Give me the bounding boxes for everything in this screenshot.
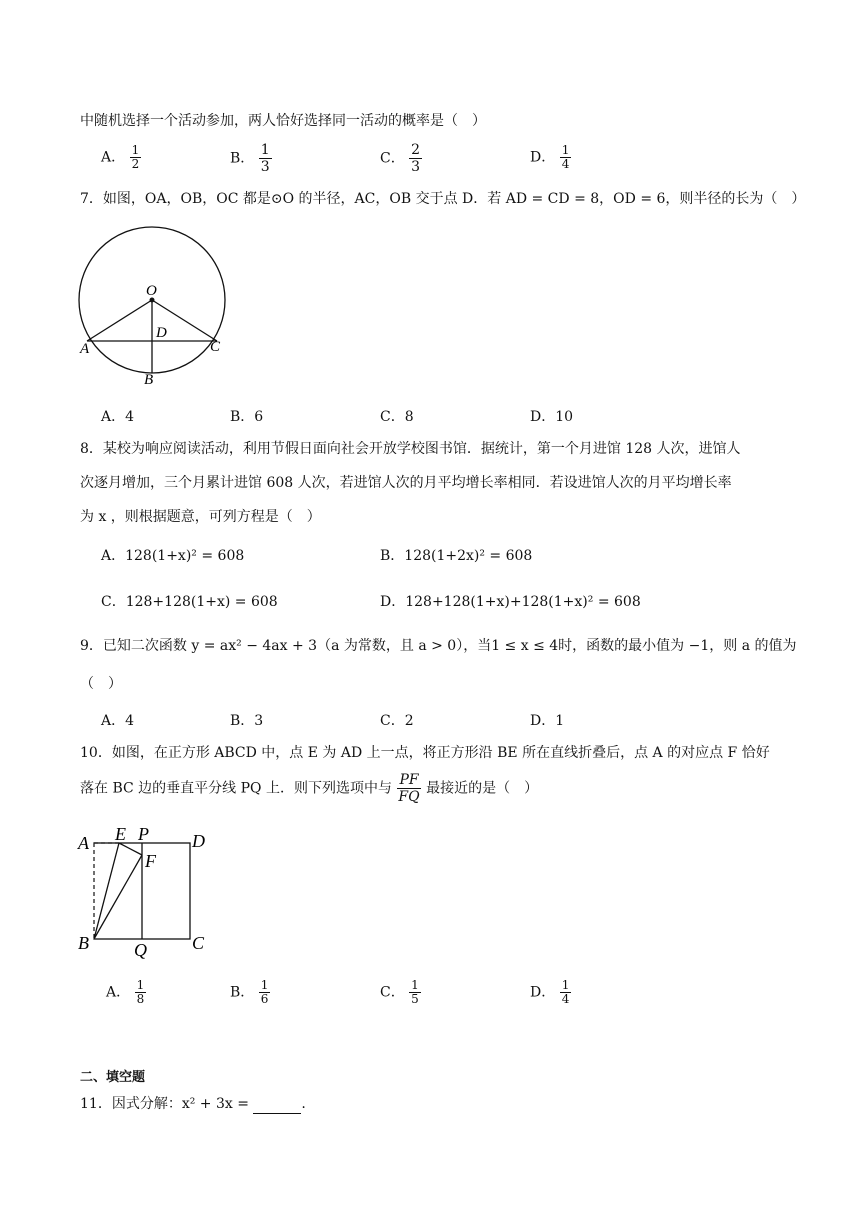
q7-option-a: A．4 xyxy=(101,409,135,425)
label-f: F xyxy=(145,851,156,871)
label-c: C xyxy=(192,933,205,953)
label-b: B xyxy=(78,933,89,953)
q9-line1: 9．已知二次函数 y = ax² − 4ax + 3（a 为常数，且 a > 0），当1 ≤ x ≤ 4时，函数的最小值为 −1，则 a 的值为 xyxy=(80,638,797,654)
label-a: A xyxy=(78,833,89,853)
q8-option-a: A．128(1+x)² = 608 xyxy=(101,548,245,564)
answer-blank[interactable] xyxy=(253,1099,301,1114)
q7-stem: 7．如图，OA，OB，OC 都是⊙O 的半径，AC，OB 交于点 D．若 AD = CD = 8，OD = 6，则半径的长为（ ） xyxy=(80,191,806,207)
option-fraction: $\frac{1}{2}$ xyxy=(131,143,140,171)
q9-option-c: C．2 xyxy=(380,713,414,729)
q10-option-a: A． $\frac{1}{8}$ xyxy=(106,978,145,1006)
label-e: E xyxy=(115,824,126,844)
q6-option-b: B． $\frac{1}{3}$ xyxy=(230,142,270,175)
label-p: P xyxy=(138,824,149,844)
option-fraction: $\frac{1}{6}$ xyxy=(260,978,269,1006)
q8-line1: 8．某校为响应阅读活动，利用节假日面向社会开放学校图书馆．据统计，第一个月进馆 128 人次，进馆人 xyxy=(80,441,741,457)
q8-option-b: B．128(1+2x)² = 608 xyxy=(380,548,533,564)
q9-line2: （ ） xyxy=(80,676,122,692)
q6-option-d: D． $\frac{1}{4}$ xyxy=(530,143,570,171)
q7-option-c: C．8 xyxy=(380,409,414,425)
label-c: C xyxy=(210,339,221,355)
q10-line1: 10．如图，在正方形 ABCD 中，点 E 为 AD 上一点，将正方形沿 BE 所在直线折叠后，点 A 的对应点 F 恰好 xyxy=(80,745,770,761)
label-d: D xyxy=(192,831,205,851)
q9-option-d: D．1 xyxy=(530,713,565,729)
label-o: O xyxy=(146,283,157,299)
option-fraction: $\frac{1}{4}$ xyxy=(561,978,570,1006)
q10-option-c: C． $\frac{1}{5}$ xyxy=(380,978,419,1006)
q9-option-b: B．3 xyxy=(230,713,264,729)
q10-option-b: B． $\frac{1}{6}$ xyxy=(230,978,269,1006)
segment-oa xyxy=(87,300,152,341)
segment-ef xyxy=(119,843,142,855)
q6-option-c: C． $\frac{2}{3}$ xyxy=(380,142,421,175)
ratio-fraction: $\frac{PF}{FQ}$ xyxy=(398,772,420,805)
q6-option-a xyxy=(101,144,141,171)
q7-circle-figure xyxy=(74,224,234,390)
segment-bf xyxy=(94,855,142,939)
option-fraction: $\frac{2}{3}$ xyxy=(411,142,421,175)
q10-line2: 落在 BC 边的垂直平分线 PQ 上．则下列选项中与 $\frac{PF}{FQ}$ 最接近的是（ ） xyxy=(80,772,539,805)
label-b: B xyxy=(144,372,154,388)
q9-option-a: A．4 xyxy=(101,713,135,729)
label-q: Q xyxy=(134,940,147,960)
segment-be xyxy=(94,843,119,939)
option-fraction: $\frac{1}{3}$ xyxy=(260,142,270,175)
section-title: 二、填空题 xyxy=(80,1070,146,1085)
label-a: A xyxy=(80,341,90,357)
q11-stem: 11．因式分解：x² + 3x = . xyxy=(80,1096,306,1112)
q10-square-figure xyxy=(74,822,224,960)
q8-line3: 为 x ，则根据题意，可列方程是（ ） xyxy=(80,509,321,525)
q8-option-c: C．128+128(1+x) = 608 xyxy=(101,594,278,610)
q7-option-d: D．10 xyxy=(530,409,574,425)
q7-option-b: B．6 xyxy=(230,409,264,425)
q8-line2: 次逐月增加，三个月累计进馆 608 人次，若进馆人次的月平均增长率相同．若设进馆人次的月平均增长率 xyxy=(80,475,732,491)
q6-stem: 中随机选择一个活动参加，两人恰好选择同一活动的概率是（ ） xyxy=(80,113,486,129)
option-letter: A． xyxy=(101,149,126,166)
label-d: D xyxy=(156,325,167,341)
option-fraction: $\frac{1}{8}$ xyxy=(136,978,145,1006)
q8-option-d: D．128+128(1+x)+128(1+x)² = 608 xyxy=(380,594,641,610)
option-fraction: $\frac{1}{5}$ xyxy=(411,978,419,1006)
q10-option-d: D． $\frac{1}{4}$ xyxy=(530,978,570,1006)
option-fraction: $\frac{1}{4}$ xyxy=(561,143,570,171)
